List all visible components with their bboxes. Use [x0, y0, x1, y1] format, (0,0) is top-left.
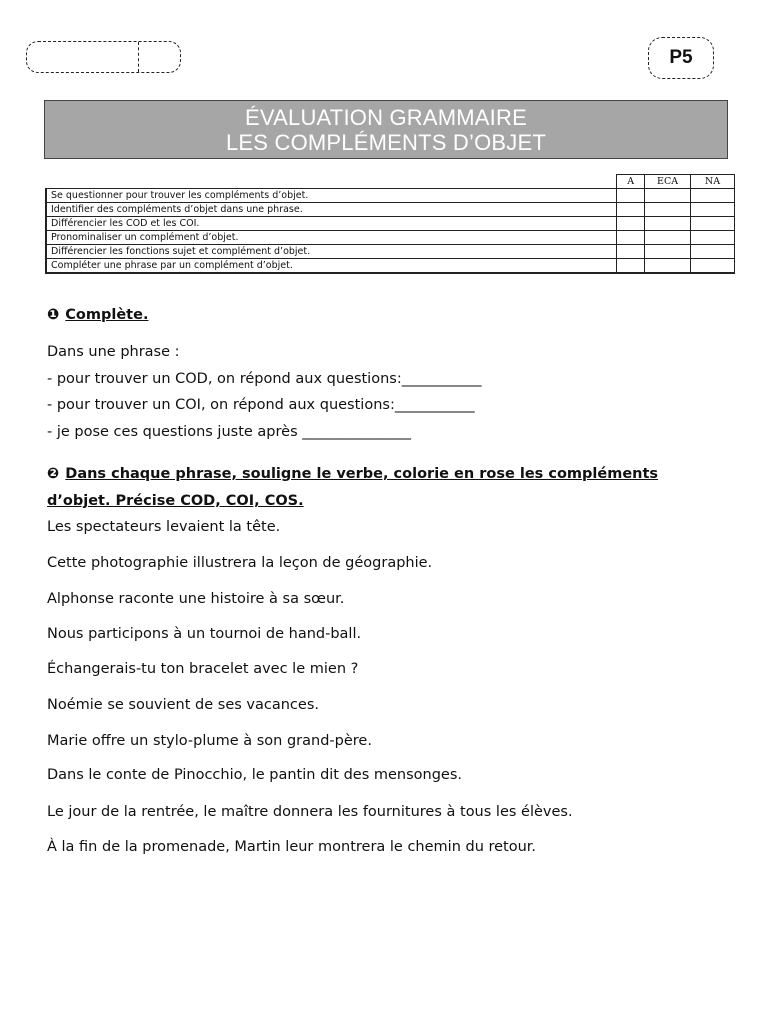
sentence-item: Alphonse raconte une histoire à sa sœur. — [47, 591, 345, 607]
table-row — [46, 245, 735, 259]
grade-cell-eca[interactable] — [645, 203, 691, 217]
skills-table — [45, 174, 735, 274]
grade-cell-a[interactable] — [617, 245, 645, 259]
table-row — [46, 189, 735, 203]
grade-cell-a[interactable] — [617, 231, 645, 245]
exercise-1-title: Complète. — [65, 307, 149, 323]
grade-cell-na[interactable] — [691, 245, 735, 259]
grade-cell-eca[interactable] — [645, 189, 691, 203]
column-header-na: NA — [691, 175, 735, 189]
exercise-1-line[interactable]: - pour trouver un COI, on répond aux questions:___________ — [47, 397, 475, 413]
skill-label: Pronominaliser un complément d’objet. — [46, 231, 617, 245]
skills-header-row — [46, 175, 735, 189]
level-badge: P5 — [648, 37, 714, 79]
grade-cell-a[interactable] — [617, 189, 645, 203]
skill-label: Se questionner pour trouver les compléments d’objet. — [46, 189, 617, 203]
table-row — [46, 259, 735, 273]
grade-cell-na[interactable] — [691, 231, 735, 245]
exercise-1-line[interactable]: - je pose ces questions juste après _______________ — [47, 424, 411, 440]
skills-header-blank — [46, 175, 617, 189]
exercise-2-title-line-2: d’objet. Précise COD, COI, COS. — [47, 493, 304, 509]
table-row — [46, 231, 735, 245]
grade-cell-eca[interactable] — [645, 259, 691, 273]
exercise-1-heading — [47, 302, 148, 328]
sentence-item: Les spectateurs levaient la tête. — [47, 519, 281, 535]
skill-label: Compléter une phrase par un complément d’objet. — [46, 259, 617, 273]
grade-cell-eca[interactable] — [645, 231, 691, 245]
skill-label: Différencier les fonctions sujet et complément d’objet. — [46, 245, 617, 259]
grade-cell-eca[interactable] — [645, 245, 691, 259]
grade-cell-a[interactable] — [617, 217, 645, 231]
title-line-1: ÉVALUATION GRAMMAIRE — [245, 104, 527, 130]
column-header-eca: ECA — [645, 175, 691, 189]
exercise-2-heading — [47, 461, 658, 487]
grade-cell-na[interactable] — [691, 203, 735, 217]
sentence-item: Noémie se souvient de ses vacances. — [47, 697, 319, 713]
skill-label: Identifier des compléments d’objet dans une phrase. — [46, 203, 617, 217]
exercise-2-title-line-1: Dans chaque phrase, souligne le verbe, colorie en rose les compléments — [65, 466, 659, 482]
student-name-field[interactable] — [26, 41, 181, 73]
grade-cell-na[interactable] — [691, 217, 735, 231]
grade-cell-a[interactable] — [617, 259, 645, 273]
exercise-1-line[interactable]: - pour trouver un COD, on répond aux questions:___________ — [47, 371, 482, 387]
skill-label: Différencier les COD et les COI. — [46, 217, 617, 231]
grade-cell-eca[interactable] — [645, 217, 691, 231]
exercise-2-number: ❷ — [47, 466, 60, 482]
exercise-1-line: Dans une phrase : — [47, 344, 180, 360]
table-row — [46, 217, 735, 231]
title-line-2: LES COMPLÉMENTS D’OBJET — [226, 129, 546, 155]
column-header-a: A — [617, 175, 645, 189]
name-field-divider — [138, 42, 139, 72]
title-banner — [44, 100, 728, 159]
sentence-item: Nous participons à un tournoi de hand-ball. — [47, 626, 362, 642]
sentence-item: À la fin de la promenade, Martin leur montrera le chemin du retour. — [47, 839, 537, 855]
sentence-item: Le jour de la rentrée, le maître donnera les fournitures à tous les élèves. — [47, 804, 573, 820]
exercise-1-number: ❶ — [47, 307, 60, 323]
table-row — [46, 203, 735, 217]
sentence-item: Échangerais-tu ton bracelet avec le mien ? — [47, 661, 359, 677]
grade-cell-na[interactable] — [691, 189, 735, 203]
grade-cell-na[interactable] — [691, 259, 735, 273]
sentence-item: Dans le conte de Pinocchio, le pantin dit des mensonges. — [47, 767, 463, 783]
grade-cell-a[interactable] — [617, 203, 645, 217]
sentence-item: Cette photographie illustrera la leçon de géographie. — [47, 555, 433, 571]
sentence-item: Marie offre un stylo-plume à son grand-père. — [47, 733, 372, 749]
